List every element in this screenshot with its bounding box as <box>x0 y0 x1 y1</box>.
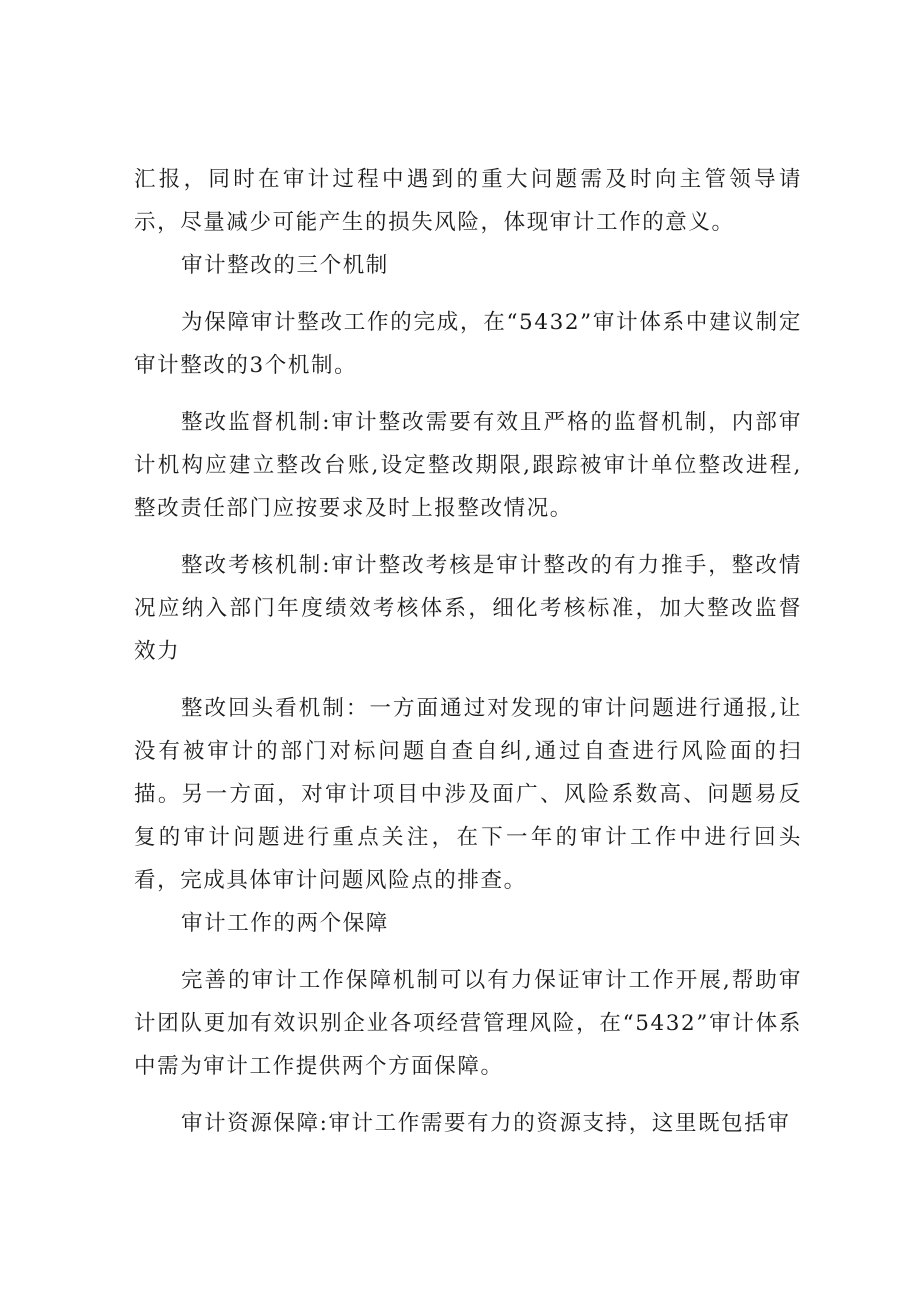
paragraph-assessment-mechanism: 整改考核机制:审计整改考核是审计整改的有力推手，整改情况应纳入部门年度绩效考核体系，细化考核标准，加大整改监督效力 <box>134 553 802 664</box>
section-heading-rectification-mechanisms: 审计整改的三个机制 <box>181 253 389 278</box>
document-body <box>134 158 802 1145</box>
paragraph-continuation: 汇报，同时在审计过程中遇到的重大问题需及时向主管领导请示，尽量减少可能产生的损失风险，体现审计工作的意义。 <box>134 167 802 235</box>
section-heading-two-guarantees: 审计工作的两个保障 <box>181 911 389 936</box>
paragraph-review-mechanism: 整改回头看机制：一方面通过对发现的审计问题进行通报,让没有被审计的部门对标问题自查自纠,通过自查进行风险面的扫描。另一方面，对审计项目中涉及面广、风险系数高、问题易反复的审计问题进行重点关注，在下一年的审计工作中进行回头看，完成具体审计问题风险点的排查。 <box>134 696 802 893</box>
paragraph-guarantees-intro: 完善的审计工作保障机制可以有力保证审计工作开展,帮助审计团队更加有效识别企业各项经营管理风险，在“5432”审计体系中需为审计工作提供两个方面保障。 <box>134 968 802 1079</box>
paragraph-resource-guarantee: 审计资源保障:审计工作需要有力的资源支持，这里既包括审 <box>181 1111 791 1136</box>
paragraph-supervision-mechanism: 整改监督机制:审计整改需要有效且严格的监督机制，内部审计机构应建立整改台账,设定整改期限,跟踪被审计单位整改进程,整改责任部门应按要求及时上报整改情况。 <box>134 410 802 521</box>
paragraph-mechanisms-intro: 为保障审计整改工作的完成，在“5432”审计体系中建议制定审计整改的3个机制。 <box>134 310 802 378</box>
